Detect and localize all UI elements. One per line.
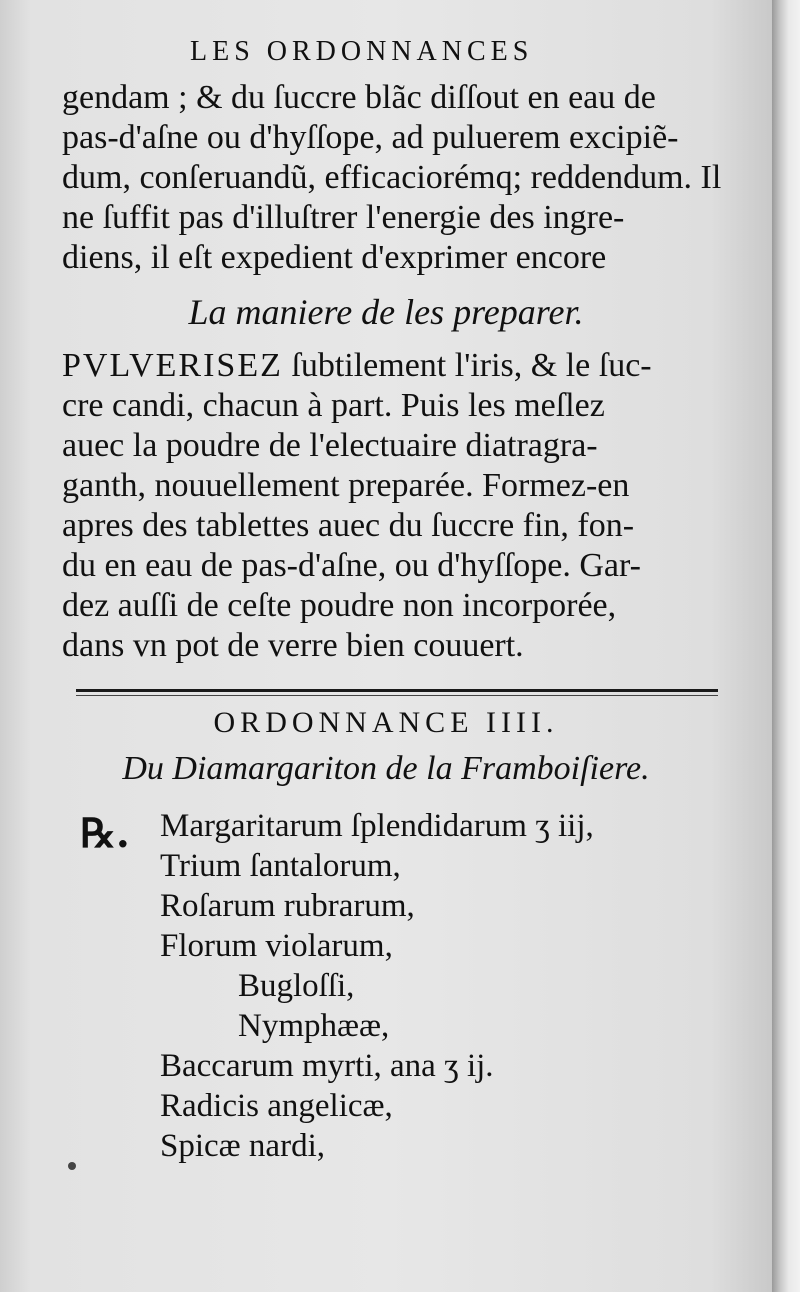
text-line: diens, il eſt expedient d'exprimer encore [62,239,607,276]
text-line: ganth, nouuellement preparée. Formez-en [62,467,630,504]
text-line: ne ſuffit pas d'illuſtrer l'energie des ingre- [62,199,625,236]
ingredient-line: Margaritarum ſplendidarum ʒ iij, [160,808,594,844]
text-line: gendam ; & du ſuccre blãc diſſout en eau de [62,79,656,116]
text-line: cre candi, chacun à part. Puis les meſlez [62,387,605,424]
text-line-rest: ſubtilement l'iris, & le ſuc- [282,347,652,384]
divider-rule [76,689,718,692]
ink-spot [68,1162,76,1170]
ingredient-line: Nymphææ, [238,1008,390,1044]
text-line: dez auſſi de ceſte poudre non incorporée, [62,587,617,624]
ingredient-line: Radicis angelicæ, [160,1088,393,1124]
ingredient-line: Bugloſſi, [238,968,355,1004]
text-line: auec la poudre de l'electuaire diatragra- [62,427,598,464]
ingredient-line: Trium ſantalorum, [160,848,401,884]
text-line: dum, conſeruandũ, efficaciorémq; reddendum. Il [62,159,722,196]
recipe-symbol: ℞. [80,810,130,857]
first-word: PVLVERISEZ [62,347,283,384]
text-line: pas-d'aſne ou d'hyſſope, ad puluerem excipiẽ- [62,119,679,156]
ingredient-line: Baccarum myrti, ana ʒ ij. [160,1048,494,1084]
text-line: du en eau de pas-d'aſne, ou d'hyſſope. Gar- [62,547,641,584]
divider-rule-thin [76,695,718,696]
ingredient-line: Florum violarum, [160,928,393,964]
text-line: dans vn pot de verre bien couuert. [62,627,524,664]
ordonnance-title: ORDONNANCE IIII. [213,706,559,739]
ordonnance-subtitle: Du Diamargariton de la Framboiſiere. [122,750,650,787]
section-heading: La maniere de les preparer. [188,292,584,332]
text-line [62,346,652,386]
page-edge-shadow [772,0,800,1292]
ingredient-line: Roſarum rubrarum, [160,888,415,924]
text-line: apres des tablettes auec du ſuccre fin, fon- [62,507,635,544]
running-header: LES ORDONNANCES [190,36,534,67]
ingredient-line: Spicæ nardi, [160,1128,325,1164]
